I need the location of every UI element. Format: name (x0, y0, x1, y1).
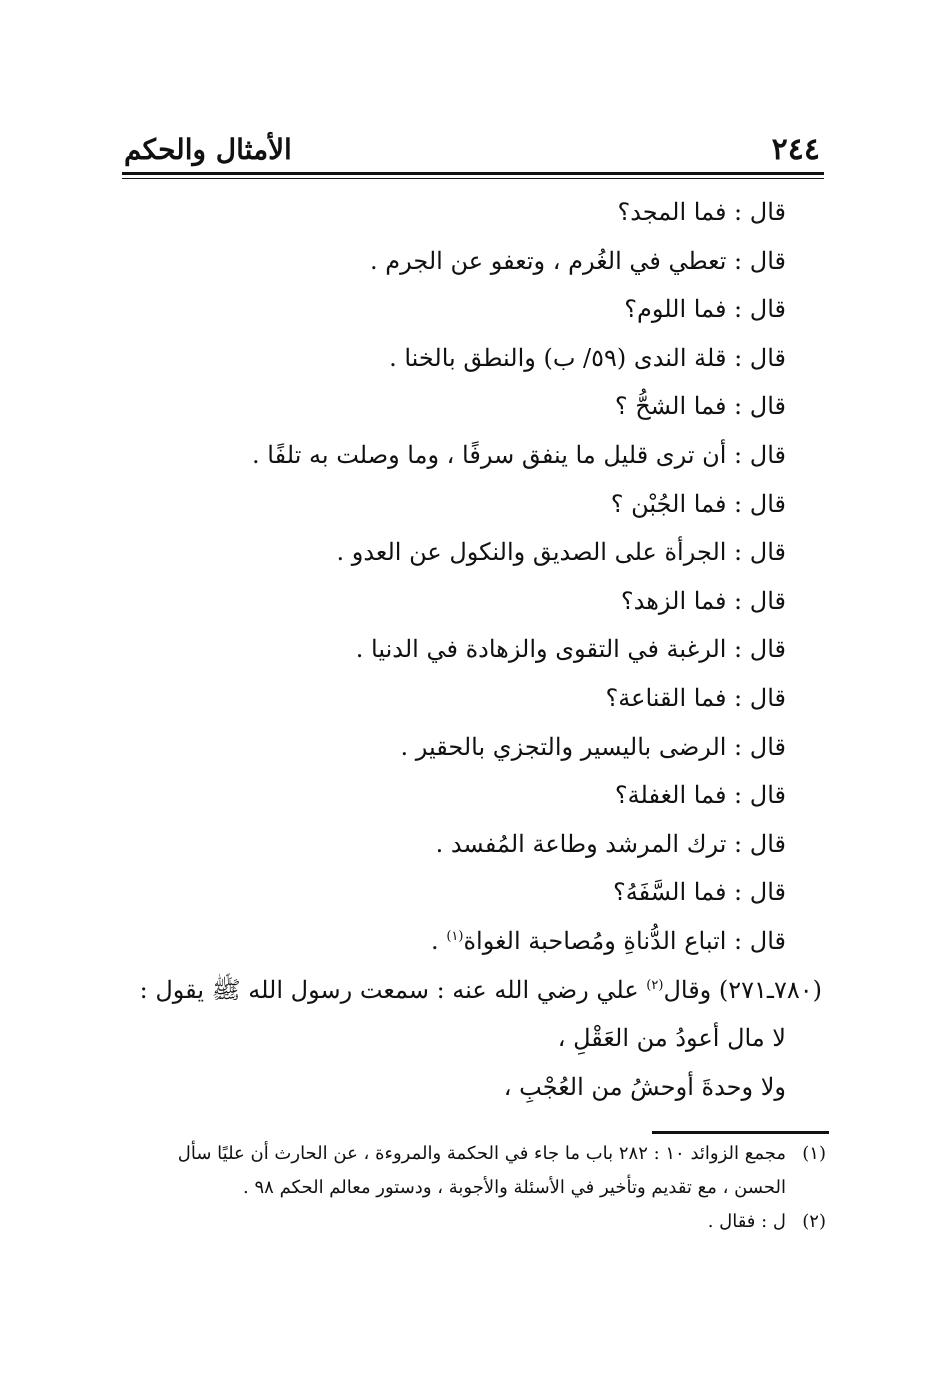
header-rule-thick (122, 172, 824, 175)
line-end: . (431, 926, 447, 955)
hadith-heading (136, 966, 822, 1015)
footnote-separator (652, 1131, 829, 1134)
footnotes (114, 1137, 826, 1239)
footnote-number: (١) (802, 1143, 826, 1164)
text-line: قال : فما السَّفَهُ؟ (613, 878, 786, 907)
text-line: قال : فما الزهد؟ (620, 586, 786, 615)
line-text: قال : اتباع الدُّناةِ ومُصاحبة الغواة (463, 926, 786, 955)
footnote-1-continuation: الحسن ، مع تقديم وتأخير في الأسئلة والأجوبة ، ودستور معالم الحكم ٩٨ . (243, 1177, 786, 1198)
hadith-line: لا مال أعودُ من العَقْلِ ، (557, 1024, 786, 1053)
footnote-number: (٢) (802, 1211, 826, 1232)
book-title: الأمثال والحكم (124, 133, 292, 166)
header-rule-thin (122, 178, 824, 179)
text-line: قال : تعطي في الغُرم ، وتعفو عن الجرم . (370, 246, 786, 275)
running-head (122, 122, 824, 170)
hadith-line: ولا وحدةَ أوحشُ من العُجْبِ ، (503, 1072, 786, 1101)
footnote-2 (114, 1205, 826, 1239)
page-number: ٢٤٤ (771, 132, 820, 167)
text-line: قال : فما الغفلة؟ (614, 781, 786, 810)
footnote-ref-1: (١) (446, 928, 464, 944)
hadith-intro: علي رضي الله عنه : سمعت رسول الله ﷺ يقول : (139, 975, 647, 1004)
footnote-ref-2: (٢) (646, 977, 664, 993)
text-line: قال : أن ترى قليل ما ينفق سرفًا ، وما وصلت به تلفًا . (252, 440, 786, 469)
text-line: قال : ترك المرشد وطاعة المُفسد . (435, 829, 786, 858)
text-line: قال : قلة الندى (٥٩/ ب) والنطق بالخنا . (389, 343, 786, 372)
text-line: قال : الجرأة على الصديق والنكول عن العدو . (336, 538, 786, 567)
text-line-with-footnote (136, 917, 786, 966)
text-line: قال : فما اللوم؟ (624, 295, 786, 324)
footnote-text: ل : فقال . (707, 1211, 786, 1232)
text-line: قال : الرضى باليسير والتجزي بالحقير . (400, 732, 786, 761)
text-line: قال : فما القناعة؟ (605, 683, 786, 712)
footnote-1 (114, 1137, 826, 1171)
text-line: قال : فما الشحُّ ؟ (614, 392, 786, 421)
main-text (136, 188, 822, 1111)
footnote-text: مجمع الزوائد ١٠ : ٢٨٢ باب ما جاء في الحكمة والمروءة ، عن الحارث أن عليًا سأل (177, 1143, 786, 1164)
text-line: قال : فما المجد؟ (617, 198, 786, 226)
text-line: قال : الرغبة في التقوى والزهادة في الدنيا . (355, 635, 786, 664)
text-line: قال : فما الجُبْن ؟ (610, 489, 786, 518)
hadith-number: (٧٨٠ـ٢٧١) وقال (663, 975, 822, 1004)
